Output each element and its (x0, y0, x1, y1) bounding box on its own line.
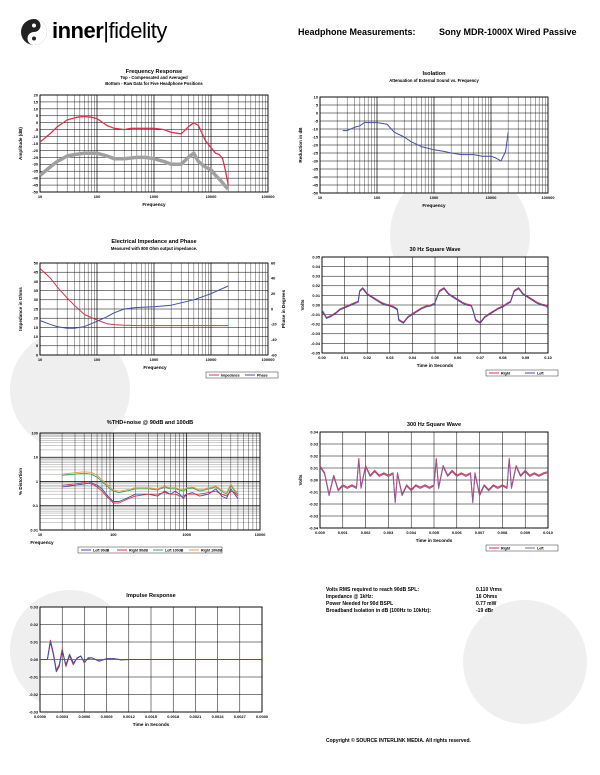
y-tick-label: -10 (312, 126, 318, 132)
chart-subtitle: Top - Compensated and Averaged (120, 75, 188, 80)
x-tick-label: 0.08 (499, 355, 507, 360)
legend-label: Impedance (221, 373, 240, 378)
y-axis-label: Reduction in dB (298, 127, 303, 163)
x-tick-label: 1000 (149, 357, 159, 362)
y-tick-label: -25 (312, 150, 318, 156)
x-tick-label: 0.0009 (100, 714, 113, 719)
y-tick-label: -15 (312, 134, 318, 140)
y-tick-label: 0.02 (310, 453, 318, 459)
legend-label: Phase (257, 373, 268, 378)
y-tick-label: -0.01 (29, 674, 38, 680)
legend-label: Right (501, 371, 511, 376)
y-tick-label: 30 (33, 297, 38, 303)
y-tick-label: -0.02 (29, 691, 38, 697)
y-tick-label: 0 (315, 110, 318, 116)
x-axis-label: Time in Seconds (132, 722, 170, 727)
y-tick-label: -5 (34, 127, 38, 133)
x-tick-label: 0.004 (406, 530, 417, 535)
y-tick-label: -0.04 (311, 340, 320, 346)
y-tick-label: 100 (31, 430, 38, 436)
x-tick-label: 100 (373, 195, 381, 200)
impedance-phase-chart (0, 235, 300, 395)
chart-title: Impulse Response (126, 593, 176, 599)
y-tick-label: 10 (33, 334, 38, 339)
y-tick-label: -0.01 (311, 312, 320, 317)
x-tick-label: 0.0006 (78, 714, 91, 719)
x-tick-label: 10000 (205, 194, 217, 199)
x-tick-label: 100000 (541, 195, 555, 200)
x-tick-label: 0.0018 (167, 714, 180, 719)
x-tick-label: 0.03 (386, 355, 394, 360)
y-tick-label: -0.05 (311, 350, 320, 356)
legend-label: Left 100dB (165, 548, 184, 553)
x-tick-label: 10 (37, 357, 43, 362)
y-tick-label: 0.04 (310, 429, 318, 435)
x-tick-label: 0.00 (318, 355, 326, 360)
x-tick-label: 0.008 (497, 530, 508, 535)
y-tick-label: 45 (33, 269, 38, 275)
x-tick-label: 0.010 (543, 530, 553, 535)
x-tick-label: 0.000 (315, 530, 325, 535)
y-tick-label: 0.00 (30, 656, 38, 662)
y-tick-label: 35 (33, 288, 38, 293)
isolation-chart (290, 65, 600, 225)
x-axis-label: Time in Seconds (415, 538, 453, 543)
spec-row: Power Needed for 90d BSPL 0.77 mW (326, 601, 497, 607)
x-tick-label: 1000 (429, 195, 439, 200)
y-tick-label: -40 (32, 175, 38, 181)
y-tick-label: 0.03 (312, 273, 320, 279)
y2-tick-label: 20 (271, 291, 276, 297)
legend-label: Right 90dB (129, 548, 148, 553)
y-tick-label: -45 (32, 182, 38, 188)
x-tick-label: 0.009 (520, 530, 531, 535)
y2-tick-label: -40 (271, 337, 277, 343)
y-tick-label: 0.04 (312, 264, 320, 269)
x-tick-label: 10000 (254, 532, 266, 537)
x-tick-label: 0.002 (360, 530, 371, 535)
chart-subtitle: Bottom - Raw Data for Five Headphone Positions (105, 81, 203, 86)
y-axis-label: Volts (300, 299, 305, 311)
y-tick-label: 0.03 (30, 604, 38, 610)
x-tick-label: 10000 (205, 357, 217, 362)
spec-row: Volts RMS required to reach 90dB SPL: 0.110 Vrms (326, 587, 502, 593)
x-tick-label: 0.0021 (189, 714, 202, 719)
y-tick-label: -30 (32, 161, 38, 167)
y-axis-label: % Distortion (18, 467, 23, 496)
model-name: Sony MDR-1000X Wired Passive (439, 27, 577, 37)
x-tick-label: 100000 (261, 194, 275, 199)
y-tick-label: -0.03 (29, 709, 38, 715)
y-tick-label: -5 (314, 118, 318, 124)
x-tick-label: 0.005 (429, 530, 439, 535)
y-tick-label: -0.03 (309, 513, 318, 519)
y-tick-label: -15 (32, 140, 38, 146)
x-tick-label: 0.02 (363, 355, 371, 360)
y-tick-label: 0.00 (312, 302, 320, 308)
y-tick-label: 0.01 (310, 465, 318, 471)
y-tick-label: 15 (33, 324, 38, 330)
x-axis-label: Time in Seconds (416, 363, 454, 368)
legend-label: Right (501, 546, 511, 551)
logo-icon (20, 18, 48, 46)
impulse-response-chart (0, 590, 300, 740)
x-tick-label: 100 (110, 532, 117, 537)
y-tick-label: 0.1 (32, 503, 38, 509)
chart-title: Isolation (422, 71, 446, 77)
y-tick-label: -35 (32, 168, 38, 174)
y-tick-label: 0.03 (310, 441, 318, 447)
x-tick-label: 0.05 (431, 355, 439, 360)
x-tick-label: 0.0012 (122, 714, 135, 719)
y-tick-label: -50 (32, 189, 38, 195)
y-tick-label: 20 (33, 92, 38, 98)
x-tick-label: 0.0015 (145, 714, 157, 719)
x-axis-label: Frequency (422, 203, 446, 208)
y-tick-label: 5 (315, 102, 318, 108)
legend-label: Left (537, 371, 544, 376)
frequency-response-chart (0, 65, 300, 225)
y-tick-label: -30 (312, 158, 318, 164)
y-axis-label: Amplitude (dB) (18, 127, 23, 160)
x-tick-label: 0.0003 (56, 714, 69, 719)
x-tick-label: 10 (317, 195, 323, 200)
y-tick-label: -20 (312, 142, 318, 148)
x-tick-label: 0.007 (474, 530, 485, 535)
legend-label: Right 100dB (201, 548, 222, 553)
x-tick-label: 0.07 (476, 355, 484, 360)
chart-title: %THD+noise @ 90dB and 100dB (106, 420, 194, 426)
x-tick-label: 10000 (485, 195, 497, 200)
y-tick-label: 5 (35, 113, 38, 119)
y2-axis-label: Phase in Degrees (281, 289, 286, 329)
legend-label: Left 90dB (93, 548, 110, 553)
x-axis-label: Frequency (143, 365, 167, 370)
x-tick-label: 0.06 (453, 355, 462, 360)
logo-wordmark: inner|fidelity (52, 18, 167, 43)
x-tick-label: 0.0027 (233, 714, 246, 719)
x-tick-label: 0.006 (451, 530, 462, 535)
chart-title: Frequency Response (125, 69, 183, 75)
y-axis-label: Volts (298, 474, 303, 486)
y-tick-label: 1 (35, 478, 38, 484)
y-tick-label: 0.02 (312, 283, 320, 289)
y-tick-label: 10 (33, 454, 38, 460)
x-axis-label: Frequency (142, 202, 166, 207)
x-tick-label: 0.0030 (256, 714, 268, 719)
x-tick-label: 100 (93, 357, 101, 362)
y-tick-label: 20 (33, 315, 38, 321)
y-tick-label: -10 (32, 133, 38, 139)
x-tick-label: 0.001 (337, 530, 348, 535)
y-tick-label: 40 (33, 278, 38, 284)
y-tick-label: -0.01 (309, 489, 318, 495)
thd-noise-chart (0, 415, 300, 565)
y2-tick-label: 0 (271, 306, 274, 312)
x-tick-label: 10 (37, 194, 43, 199)
y-tick-label: 0.00 (310, 477, 318, 483)
spec-row: Impedance @ 1kHz: 16 Ohms (326, 594, 498, 600)
y2-tick-label: -20 (271, 321, 277, 327)
y-tick-label: -35 (312, 166, 318, 172)
y-tick-label: 0 (35, 352, 38, 358)
legend-label: Left (537, 546, 544, 551)
y-tick-label: -20 (32, 147, 38, 153)
chart-title: 300 Hz Square Wave (406, 422, 462, 428)
x-tick-label: 0.0024 (211, 714, 224, 719)
copyright: Copyright © SOURCE INTERLINK MEDIA. All rights reserved. (326, 738, 471, 744)
y-tick-label: 0.01 (30, 639, 38, 645)
y-tick-label: 10 (313, 94, 318, 100)
square-wave-300hz-chart (290, 415, 600, 565)
x-tick-label: 0.04 (408, 355, 417, 360)
x-tick-label: 0.10 (544, 355, 552, 360)
y2-tick-label: 60 (271, 260, 276, 266)
chart-title: Electrical Impedance and Phase (111, 239, 197, 245)
x-tick-label: 100000 (261, 357, 275, 362)
y-tick-label: 5 (35, 343, 38, 349)
y-tick-label: 15 (33, 99, 38, 105)
x-tick-label: 0.003 (383, 530, 394, 535)
spec-row: Broadband Isolation in dB (100Hz to 10kHz): -19 dBr (326, 608, 494, 614)
y-axis-label: Impedance in Ohms (18, 287, 23, 331)
chart-subtitle: Measured with 800 Ohm output impedance. (110, 246, 198, 251)
y-tick-label: -45 (312, 182, 318, 188)
y-tick-label: 0.02 (30, 621, 38, 627)
y-tick-label: 0 (35, 120, 38, 126)
x-tick-label: 10 (37, 532, 43, 537)
y-tick-label: 0.05 (312, 254, 320, 260)
x-tick-label: 100 (93, 194, 101, 199)
x-tick-label: 0.01 (340, 355, 349, 360)
x-tick-label: 1000 (182, 532, 191, 537)
y-tick-label: -0.02 (311, 321, 320, 327)
chart-title: 30 Hz Square Wave (409, 247, 461, 253)
y2-tick-label: 40 (271, 275, 276, 281)
y-tick-label: -0.03 (311, 331, 320, 337)
y-tick-label: -25 (32, 154, 38, 160)
x-axis-label: Frequency (30, 540, 54, 545)
y-tick-label: -0.04 (309, 525, 318, 531)
x-tick-label: 1000 (149, 194, 159, 199)
specs-block (326, 587, 506, 615)
chart-subtitle: Attenuation of External Sound vs. Frequency (389, 78, 479, 83)
y-tick-label: 50 (33, 260, 38, 266)
y-tick-label: -40 (312, 174, 318, 180)
x-tick-label: 0.0000 (34, 714, 46, 719)
y-tick-label: 25 (33, 306, 38, 312)
y-tick-label: 0.01 (30, 527, 38, 533)
y-tick-label: -0.02 (309, 501, 318, 507)
square-wave-30hz-chart (290, 240, 600, 385)
y-tick-label: -50 (312, 190, 318, 196)
y-tick-label: 10 (33, 106, 38, 112)
page-title: Headphone Measurements: (298, 27, 416, 37)
y-tick-label: 0.01 (312, 292, 320, 298)
y2-tick-label: -60 (271, 352, 277, 358)
x-tick-label: 0.09 (521, 355, 530, 360)
